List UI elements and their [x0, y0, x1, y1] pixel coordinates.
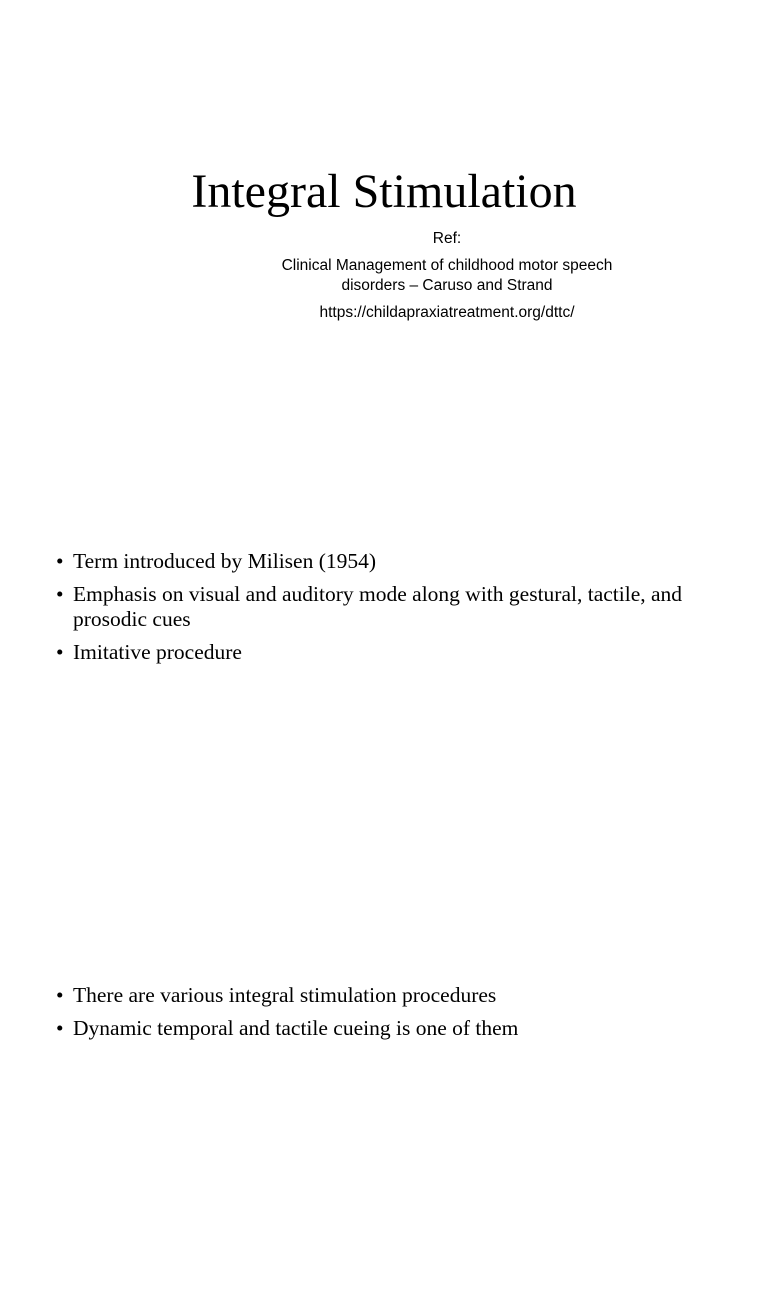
- ref-book-line-1: Clinical Management of childhood motor speech: [281, 257, 613, 274]
- bullet-text: Dynamic temporal and tactile cueing is one of them: [73, 1016, 519, 1040]
- slide-procedures-bullets: [0, 864, 768, 1296]
- bullet-text: Emphasis on visual and auditory mode along with gestural, tactile, and prosodic cues: [73, 582, 683, 631]
- ref-label: Ref:: [432, 230, 462, 247]
- bullet-dot: •: [56, 983, 64, 1007]
- bullet-item: [56, 1016, 736, 1041]
- bullet-dot: •: [56, 549, 64, 573]
- ref-book-line-2: disorders – Caruso and Strand: [341, 277, 553, 294]
- bullet-text: There are various integral stimulation procedures: [73, 983, 497, 1007]
- bullet-item: [56, 549, 736, 574]
- ref-url: https://childapraxiatreatment.org/dttc/: [319, 304, 575, 321]
- bullet-dot: •: [56, 582, 64, 606]
- bullet-item: [56, 582, 736, 632]
- bullet-item: [56, 640, 736, 665]
- bullet-dot: •: [56, 1016, 64, 1040]
- bullet-item: [56, 983, 736, 1008]
- bullet-text: Term introduced by Milisen (1954): [73, 549, 377, 573]
- slide-title: [0, 0, 768, 432]
- bullet-list: [56, 549, 736, 673]
- bullet-text: Imitative procedure: [73, 640, 242, 664]
- slide-intro-bullets: [0, 432, 768, 864]
- bullet-dot: •: [56, 640, 64, 664]
- slide-title-text: Integral Stimulation: [191, 165, 577, 218]
- bullet-list: [56, 983, 736, 1049]
- reference-block: [244, 229, 650, 323]
